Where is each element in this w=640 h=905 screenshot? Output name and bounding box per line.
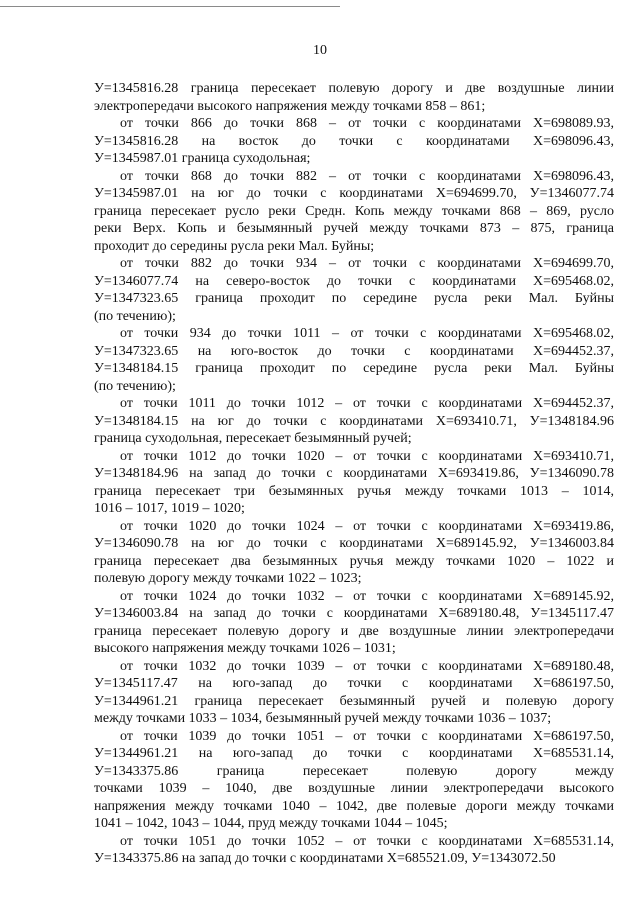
text-line: граница пересекает полевую дорогу и две воздушные линии электропередачи	[94, 623, 614, 639]
text-paragraph	[94, 168, 614, 256]
text-line: (по течению);	[94, 308, 176, 324]
text-line: У=1348184.15 на юг до точки с координатами Х=693410.71, У=1348184.96	[94, 413, 614, 429]
text-line: от точки 1051 до точки 1052 – от точки с координатами Х=685531.14,	[120, 833, 614, 849]
text-line: между точками 1033 – 1034, безымянный ручей между точками 1036 – 1037;	[94, 711, 552, 726]
text-paragraph	[94, 833, 614, 868]
text-line: У=1345987.01 на юг до точки с координатами Х=694699.70, У=1346077.74	[94, 186, 614, 201]
text-line: У=1348184.96 на запад до точки с координатами Х=693419.86, У=1346090.78	[94, 466, 614, 481]
text-line: У=1344961.21 граница пересекает безымянный ручей и полевую дорогу	[94, 693, 614, 709]
text-paragraph	[94, 518, 614, 588]
text-line: проходит до середины русла реки Мал. Буйны;	[94, 238, 375, 254]
text-line: от точки 934 до точки 1011 – от точки с координатами Х=695468.02,	[120, 326, 614, 341]
text-line: 1041 – 1042, 1043 – 1044, пруд между точками 1044 – 1045;	[94, 816, 448, 831]
text-line: электропередачи высокого напряжения между точками 858 – 861;	[94, 98, 486, 114]
text-line: от точки 866 до точки 868 – от точки с координатами Х=698089.93,	[120, 116, 614, 131]
text-line: У=1343375.86 на запад до точки с координатами Х=685521.09, У=1343072.50	[94, 851, 556, 866]
text-line: реки Верх. Копь и безымянный ручей между точками 873 – 875, граница	[94, 221, 614, 236]
text-paragraph	[94, 80, 614, 115]
text-line: от точки 882 до точки 934 – от точки с координатами Х=694699.70,	[120, 256, 614, 271]
text-paragraph	[94, 325, 614, 395]
text-line: У=1345816.28 на восток до точки с координатами Х=698096.43,	[94, 133, 614, 149]
scan-edge-line	[0, 6, 340, 7]
text-line: высокого напряжения между точками 1026 – 1031;	[94, 641, 396, 656]
text-line: полевую дорогу между точками 1022 – 1023;	[94, 571, 362, 586]
text-paragraph	[94, 658, 614, 728]
text-line: У=1347323.65 граница проходит по середине русла реки Мал. Буйны	[94, 291, 614, 306]
text-paragraph	[94, 115, 614, 168]
text-line: 1016 – 1017, 1019 – 1020;	[94, 501, 245, 516]
document-body	[94, 80, 614, 868]
text-paragraph	[94, 255, 614, 325]
text-line: У=1343375.86 граница пересекает полевую дорогу между	[94, 763, 614, 779]
text-line: граница пересекает три безымянных ручья между точками 1013 – 1014,	[94, 483, 614, 499]
text-line: У=1346077.74 на северо-восток до точки с координатами Х=695468.02,	[94, 273, 614, 289]
text-line: У=1347323.65 на юго-восток до точки с координатами Х=694452.37,	[94, 343, 614, 359]
text-line: граница суходольная, пересекает безымянный ручей;	[94, 431, 412, 446]
text-line: граница пересекает русло реки Средн. Копь между точками 868 – 869, русло	[94, 203, 614, 219]
text-line: от точки 1032 до точки 1039 – от точки с координатами Х=689180.48,	[120, 658, 614, 674]
page-number: 10	[313, 43, 327, 58]
text-line: У=1346003.84 на запад до точки с координатами Х=689180.48, У=1345117.47	[94, 606, 614, 621]
text-paragraph	[94, 588, 614, 658]
text-paragraph	[94, 395, 614, 448]
text-line: от точки 868 до точки 882 – от точки с координатами Х=698096.43,	[120, 168, 614, 184]
text-paragraph	[94, 448, 614, 518]
text-line: (по течению);	[94, 378, 176, 394]
text-line: граница пересекает два безымянных ручья между точками 1020 – 1022 и	[94, 553, 614, 569]
text-line: от точки 1012 до точки 1020 – от точки с координатами Х=693410.71,	[120, 448, 614, 464]
text-line: У=1348184.15 граница проходит по середине русла реки Мал. Буйны	[94, 361, 614, 376]
text-line: точками 1039 – 1040, две воздушные линии электропередачи высокого	[94, 781, 614, 796]
text-line: У=1345816.28 граница пересекает полевую дорогу и две воздушные линии	[94, 81, 614, 96]
text-line: У=1345987.01 граница суходольная;	[94, 151, 311, 166]
text-line: от точки 1024 до точки 1032 – от точки с координатами Х=689145.92,	[120, 588, 614, 604]
text-line: напряжения между точками 1040 – 1042, две полевые дороги между точками	[94, 798, 614, 814]
text-line: от точки 1011 до точки 1012 – от точки с координатами Х=694452.37,	[120, 396, 614, 411]
text-line: от точки 1039 до точки 1051 – от точки с координатами Х=686197.50,	[120, 728, 614, 744]
text-line: У=1346090.78 на юг до точки с координатами Х=689145.92, У=1346003.84	[94, 536, 614, 551]
text-line: У=1345117.47 на юго-запад до точки с координатами Х=686197.50,	[94, 676, 614, 691]
text-line: У=1344961.21 на юго-запад до точки с координатами Х=685531.14,	[94, 746, 614, 761]
text-line: от точки 1020 до точки 1024 – от точки с координатами Х=693419.86,	[120, 518, 614, 534]
text-paragraph	[94, 728, 614, 833]
